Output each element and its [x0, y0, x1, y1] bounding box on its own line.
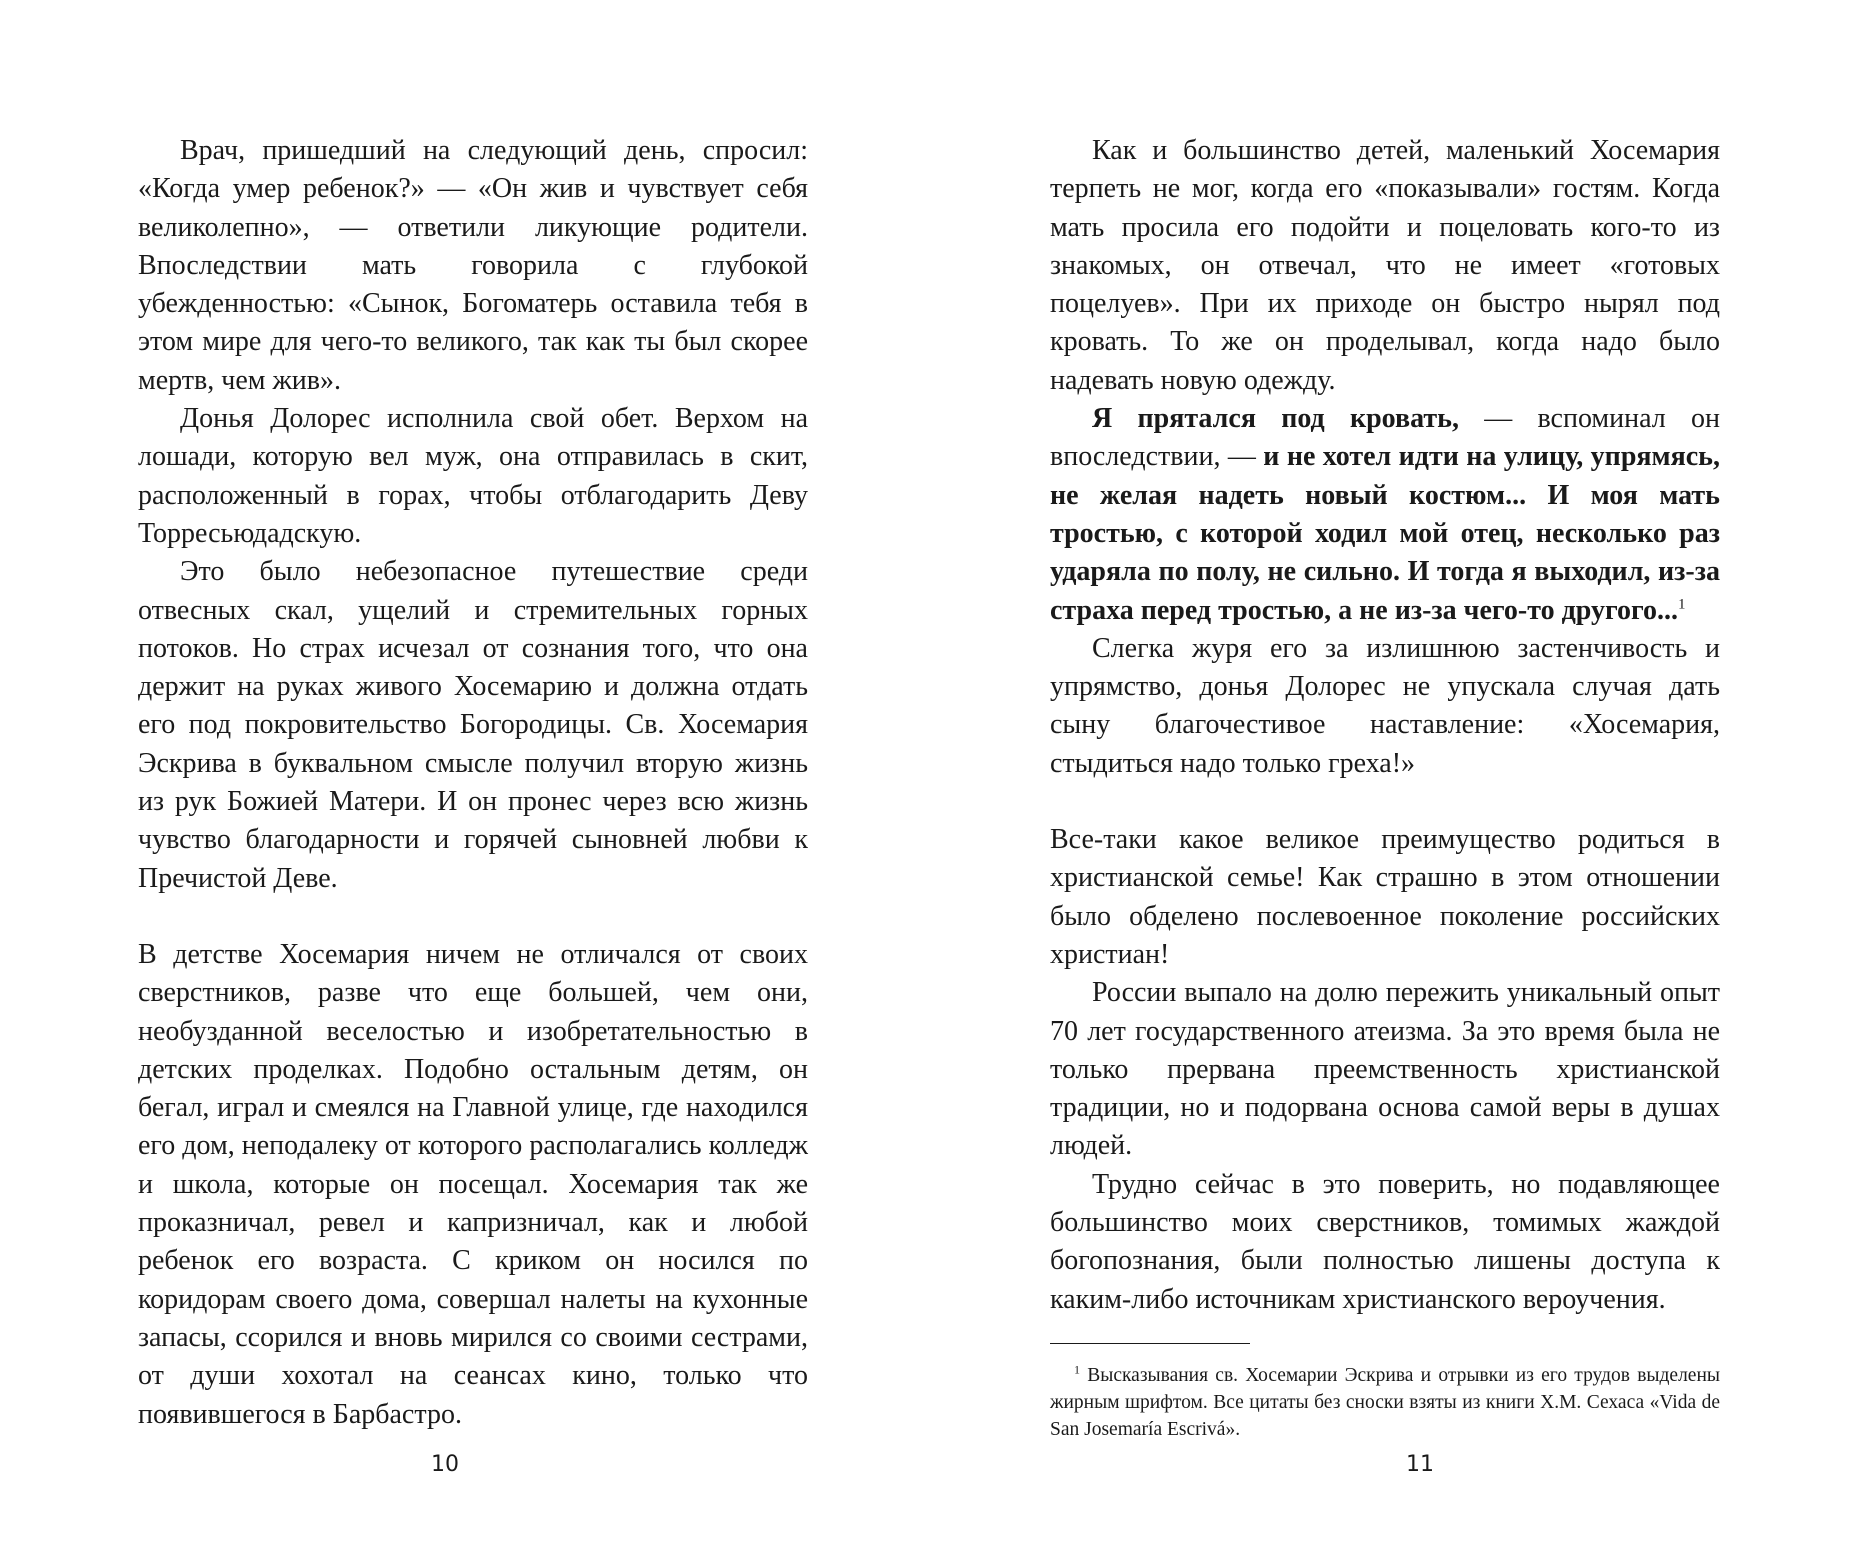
bold-quote-part: и не хотел идти на улицу, упрямясь, не желая надеть новый костюм... И моя мать тростью, с которой ходил мой отец, несколько раз ударяла по полу, не сильно. И тогда я выходил, из-за страха перед тростью, а не из-за чего-то другого...	[1050, 441, 1720, 626]
left-page-text	[138, 132, 808, 1434]
footnote-text	[1050, 1362, 1720, 1443]
footnote-reference: 1	[1678, 596, 1686, 613]
left-page	[138, 132, 808, 1434]
footnote-body: Высказывания св. Хосемарии Эскрива и отрывки из его трудов выделены жирным шрифтом. Все цитаты без сноски взяты из книги Х.М. Сехаса «Vida de San Josemaría Escrivá».	[1050, 1364, 1720, 1440]
footnote-divider	[1050, 1343, 1250, 1344]
page-number-left: 10	[431, 1452, 459, 1477]
paragraph: Все-таки какое великое преимущество родиться в христианской семье! Как страшно в этом отношении было обделено послевоенное поколение российских христиан!	[1050, 824, 1720, 970]
paragraph: Врач, пришедший на следующий день, спросил: «Когда умер ребенок?» — «Он жив и чувствует себя великолепно», — ответили ликующие родители. Впоследствии мать говорила с глубокой убежденностью: «Сынок, Богоматерь оставила тебя в этом мире для чего-то великого, так как ты был скорее мертв, чем жив».	[138, 135, 808, 396]
bold-quote-part: Я прятался под кровать,	[1092, 403, 1459, 435]
quote-interjection: — вспоминал он впоследствии, —	[1050, 403, 1720, 473]
page-number-right: 11	[1406, 1452, 1434, 1477]
right-page	[1050, 132, 1720, 1443]
paragraph: Донья Долорес исполнила свой обет. Верхом на лошади, которую вел муж, она отправилась в скит, расположенный в горах, чтобы отблагодарить Деву Торресьюдадскую.	[138, 403, 808, 549]
paragraph: Трудно сейчас в это поверить, но подавляющее большинство моих сверстников, томимых жаждой богопознания, были полностью лишены доступа к каким-либо источникам христианского вероучения.	[1050, 1168, 1720, 1315]
right-page-text	[1050, 132, 1720, 1319]
paragraph: Как и большинство детей, маленький Хосемария терпеть не мог, когда его «показывали» гостям. Когда мать просила его подойти и поцеловать кого-то из знакомых, он отвечал, что не имеет «готовых поцелуев». При их приходе он быстро нырял под кровать. То же он проделывал, когда надо было надевать новую одежду.	[1050, 135, 1720, 396]
paragraph: Это было небезопасное путешествие среди отвесных скал, ущелий и стремительных горных потоков. Но страх исчезал от сознания того, что она держит на руках живого Хосемарию и должна отдать его под покровительство Богородицы. Св. Хосемария Эскрива в буквальном смысле получил вторую жизнь из рук Божией Матери. И он пронес через всю жизнь чувство благодарности и горячей сыновней любви к Пречистой Деве.	[138, 556, 808, 894]
paragraph: Слегка журя его за излишнюю застенчивость и упрямство, донья Долорес не упускала случая дать сыну благочестивое наставление: «Хосемария, стыдиться надо только греха!»	[1050, 632, 1720, 779]
footnote	[1050, 1362, 1720, 1443]
footnote-mark: 1	[1074, 1362, 1080, 1377]
section-break	[1050, 783, 1720, 821]
paragraph: В детстве Хосемария ничем не отличался от своих сверстников, разве что еще большей, чем они, необузданной веселостью и изобретательностью в детских проделках. Подобно остальным детям, он бегал, играл и смеялся на Главной улице, где находился его дом, неподалеку от которого располагались колледж и школа, которые он посещал. Хосемария так же проказничал, ревел и капризничал, как и любой ребенок его возраста. С криком он носился по коридорам своего дома, совершал налеты на кухонные запасы, ссорился и вновь мирился со своими сестрами, от души хохотал на сеансах кино, только что появившегося в Барбастро.	[138, 938, 808, 1430]
paragraph: России выпало на долю пережить уникальный опыт 70 лет государственного атеизма. За это время была не только прервана преемственность христианской традиции, но и подорвана основа самой веры в душах людей.	[1050, 977, 1720, 1162]
section-break	[138, 898, 808, 936]
quote-paragraph	[1050, 400, 1720, 630]
